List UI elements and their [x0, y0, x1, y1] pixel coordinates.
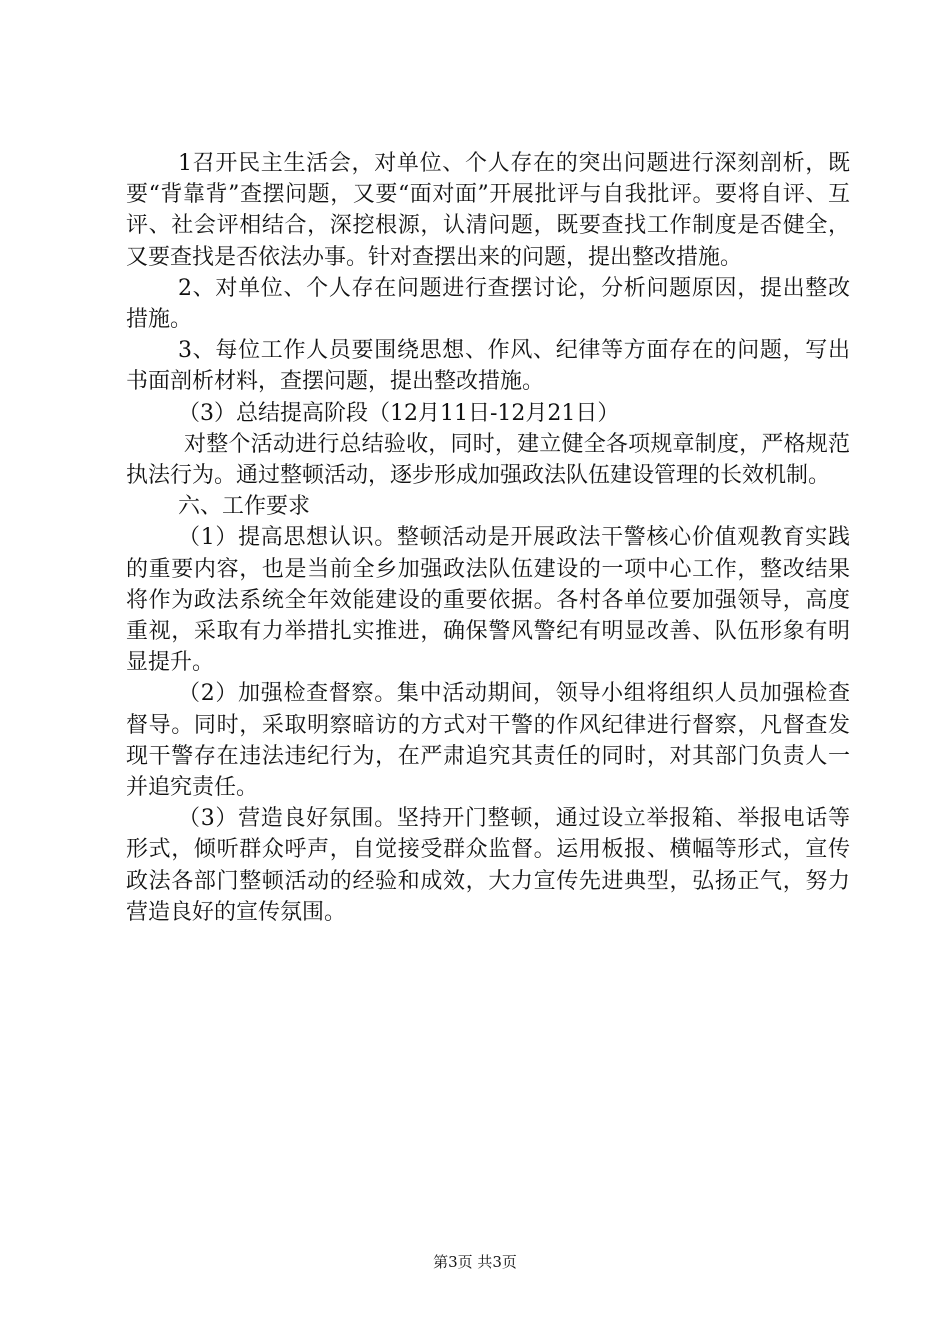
paragraph-stage-heading: （3）总结提高阶段（12月11日-12月21日） [178, 400, 620, 426]
page-number-footer: 第3页 共3页 [433, 1253, 517, 1271]
paragraph-raise-awareness: （1）提高思想认识。整顿活动是开展政法干警核心价值观教育实践的重要内容，也是当前全乡加强政法队伍建设的一项中心工作，整改结果将作为政法系统全年效能建设的重要依据。各村各单位要加强领导，高度重视，采取有力举措扎实推进，确保警风警纪有明显改善、队伍形象有明显提升。 [126, 525, 850, 676]
paragraph-democratic-life-meeting: 1召开民主生活会，对单位、个人存在的突出问题进行深刻剖析，既要“背靠背”查摆问题，又要“面对面”开展批评与自我批评。要将自评、互评、社会评相结合，深挖根源，认清问题，既要查找工作制度是否健全，又要查找是否依法办事。针对查摆出来的问题，提出整改措施。 [126, 151, 850, 270]
paragraph-summary-acceptance: 对整个活动进行总结验收，同时，建立健全各项规章制度，严格规范执法行为。通过整顿活动，逐步形成加强政法队伍建设管理的长效机制。 [126, 431, 850, 489]
paragraph-problem-discussion: 2、对单位、个人存在问题进行查摆讨论，分析问题原因，提出整改措施。 [126, 275, 850, 333]
section-heading-work-requirements: 六、工作要求 [178, 494, 311, 520]
paragraph-written-analysis: 3、每位工作人员要围绕思想、作风、纪律等方面存在的问题，写出书面剖析材料，查摆问题，提出整改措施。 [126, 338, 850, 395]
document-body [126, 148, 850, 928]
paragraph-atmosphere: （3）营造良好氛围。坚持开门整顿，通过设立举报箱、举报电话等形式，倾听群众呼声，自觉接受群众监督。运用板报、横幅等形式，宣传政法各部门整顿活动的经验和成效，大力宣传先进典型，弘扬正气，努力营造良好的宣传氛围。 [126, 806, 850, 925]
paragraph-inspection-supervision: （2）加强检查督察。集中活动期间，领导小组将组织人员加强检查督导。同时，采取明察暗访的方式对干警的作风纪律进行督察，凡督查发现干警存在违法违纪行为，在严肃追究其责任的同时，对其部门负责人一并追究责任。 [126, 681, 850, 801]
